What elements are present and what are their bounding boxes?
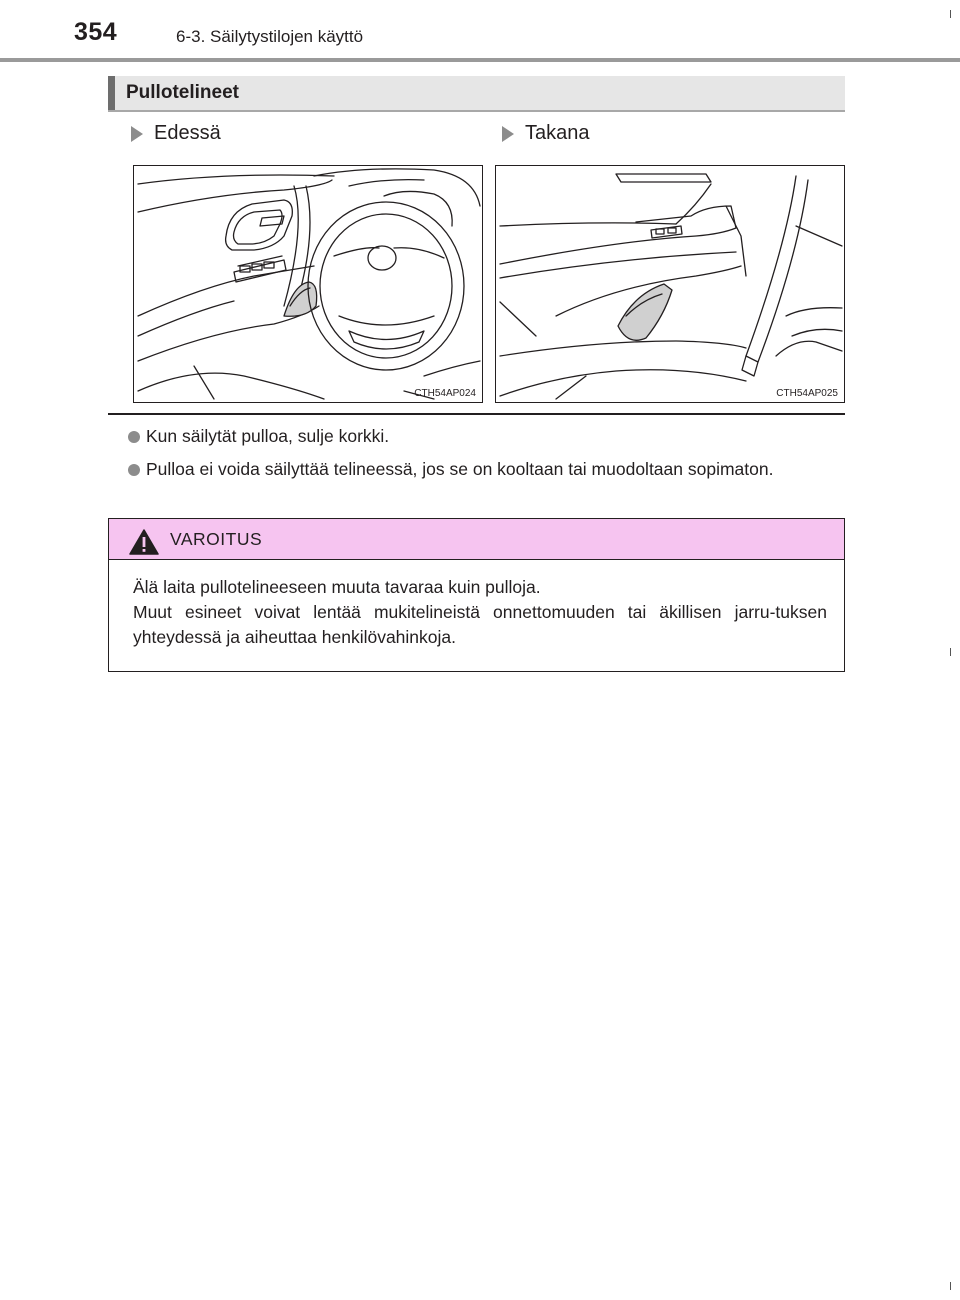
- section-title: Pullotelineet: [126, 82, 239, 103]
- front-view-heading: [131, 122, 221, 145]
- front-view-label: Edessä: [154, 122, 221, 144]
- triangle-bullet-icon: [502, 126, 514, 142]
- rear-bottle-holder-illustration: [495, 165, 845, 403]
- bullet-item: [128, 457, 845, 482]
- warning-box: [108, 518, 845, 672]
- front-bottle-holder-illustration: [133, 165, 483, 403]
- page-number: 354: [74, 18, 118, 46]
- triangle-bullet-icon: [131, 126, 143, 142]
- warning-header: [109, 519, 844, 560]
- section-bar-accent: [108, 76, 115, 110]
- figure-code: CTH54AP025: [776, 388, 838, 399]
- bullet-text: Pulloa ei voida säilyttää telineessä, jos se on kooltaan tai muodoltaan sopimaton.: [146, 459, 774, 479]
- warning-triangle-icon: [129, 529, 159, 555]
- warning-text: Älä laita pullotelineeseen muuta tavaraa kuin pulloja.: [133, 577, 541, 597]
- figure-code: CTH54AP024: [414, 388, 476, 399]
- bullet-dot-icon: [128, 431, 140, 443]
- header-rule: [0, 58, 960, 62]
- running-head: 6-3. Säilytystilojen käyttö: [176, 27, 364, 46]
- crop-mark: [950, 648, 951, 656]
- section-title-bar: [108, 76, 845, 112]
- rear-view-label: Takana: [525, 122, 590, 144]
- warning-body: [133, 575, 827, 650]
- crop-mark: [950, 10, 951, 18]
- figure-bottom-rule: [108, 413, 845, 415]
- crop-mark: [950, 1282, 951, 1290]
- rear-view-heading: [502, 122, 590, 145]
- bullet-dot-icon: [128, 464, 140, 476]
- warning-text: Muut esineet voivat lentää mukitelineistä onnettomuuden tai äkillisen jarru-tuksen yhteydessä ja aiheuttaa henkilövahinkoja.: [133, 602, 827, 647]
- bullet-item: [128, 424, 845, 449]
- warning-title: VAROITUS: [170, 529, 263, 549]
- bullet-text: Kun säilytät pulloa, sulje korkki.: [146, 426, 390, 446]
